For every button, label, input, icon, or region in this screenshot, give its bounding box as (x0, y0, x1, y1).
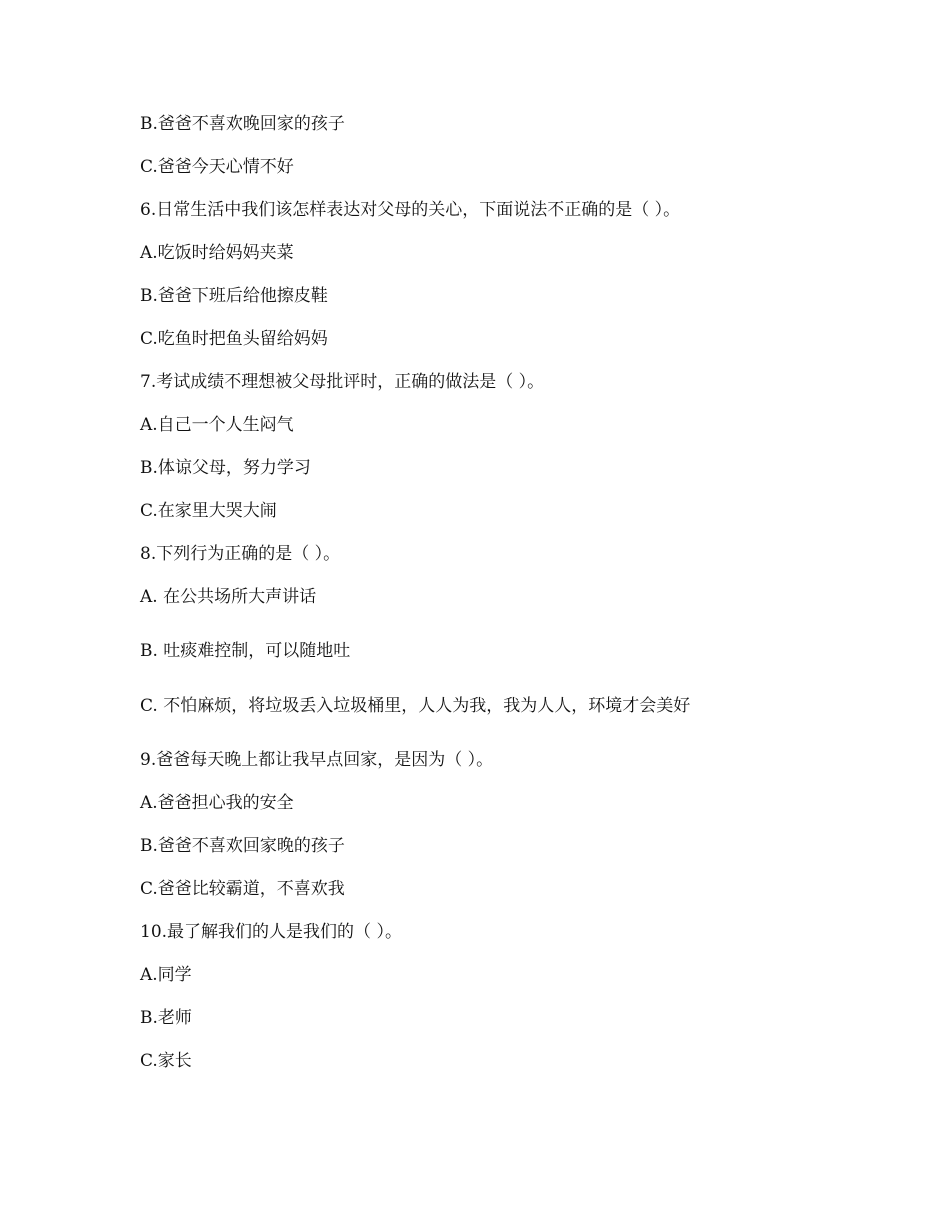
option-c-q8: C. 不怕麻烦，将垃圾丢入垃圾桶里，人人为我，我为人人，环境才会美好 (140, 696, 691, 716)
option-c-q7: C.在家里大哭大闹 (140, 501, 277, 521)
question-8: 8.下列行为正确的是（ ）。 (140, 544, 341, 564)
question-10: 10.最了解我们的人是我们的（ ）。 (140, 922, 402, 942)
option-b-q7: B.体谅父母，努力学习 (140, 458, 311, 478)
option-a-q7: A.自己一个人生闷气 (140, 415, 294, 435)
question-7: 7.考试成绩不理想被父母批评时，正确的做法是（ ）。 (140, 372, 545, 392)
option-c-q9: C.爸爸比较霸道，不喜欢我 (140, 879, 345, 899)
option-a-q9: A.爸爸担心我的安全 (140, 793, 294, 813)
option-b-q10: B.老师 (140, 1008, 192, 1028)
option-a-q8: A. 在公共场所大声讲话 (140, 587, 317, 607)
option-a-q6: A.吃饭时给妈妈夹菜 (140, 243, 294, 263)
option-b-q9: B.爸爸不喜欢回家晚的孩子 (140, 836, 345, 856)
option-a-q10: A.同学 (140, 965, 192, 985)
option-b-q5: B.爸爸不喜欢晚回家的孩子 (140, 114, 345, 134)
option-b-q8: B. 吐痰难控制，可以随地吐 (140, 641, 351, 661)
question-9: 9.爸爸每天晚上都让我早点回家，是因为（ ）。 (140, 750, 494, 770)
option-c-q10: C.家长 (140, 1051, 192, 1071)
option-c-q5: C.爸爸今天心情不好 (140, 157, 294, 177)
option-c-q6: C.吃鱼时把鱼头留给妈妈 (140, 329, 328, 349)
question-6: 6.日常生活中我们该怎样表达对父母的关心，下面说法不正确的是（ ）。 (140, 200, 681, 220)
option-b-q6: B.爸爸下班后给他擦皮鞋 (140, 286, 328, 306)
